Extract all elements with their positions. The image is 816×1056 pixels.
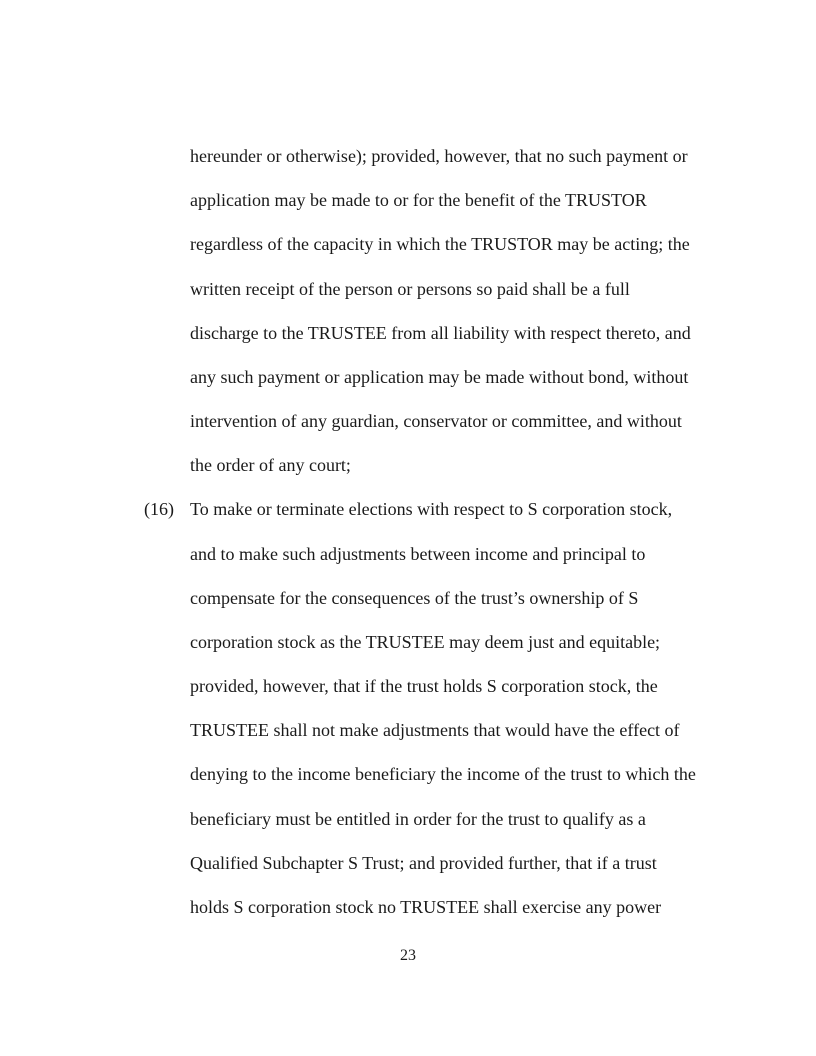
text-line: discharge to the TRUSTEE from all liability with respect thereto, and	[190, 323, 691, 343]
text-line: regardless of the capacity in which the TRUSTOR may be acting; the	[190, 234, 690, 254]
text-line: provided, however, that if the trust holds S corporation stock, the	[190, 676, 658, 696]
text-line: denying to the income beneficiary the income of the trust to which the	[190, 764, 696, 784]
page-number: 23	[400, 947, 416, 964]
text-line: TRUSTEE shall not make adjustments that would have the effect of	[190, 720, 680, 740]
text-line: beneficiary must be entitled in order for the trust to qualify as a	[190, 809, 646, 829]
text-line: written receipt of the person or persons so paid shall be a full	[190, 279, 630, 299]
text-line: holds S corporation stock no TRUSTEE shall exercise any power	[190, 897, 662, 917]
text-line: compensate for the consequences of the trust’s ownership of S	[190, 588, 639, 608]
text-line: application may be made to or for the benefit of the TRUSTOR	[190, 190, 647, 210]
text-line: hereunder or otherwise); provided, however, that no such payment or	[190, 146, 688, 166]
clause-number: (16)	[144, 499, 174, 519]
text-line: corporation stock as the TRUSTEE may deem just and equitable;	[190, 632, 661, 652]
text-line: the order of any court;	[190, 455, 351, 475]
text-line: and to make such adjustments between income and principal to	[190, 544, 646, 564]
text-line: To make or terminate elections with respect to S corporation stock,	[190, 499, 673, 519]
text-line: intervention of any guardian, conservator or committee, and without	[190, 411, 682, 431]
text-line: any such payment or application may be made without bond, without	[190, 367, 689, 387]
text-line: Qualified Subchapter S Trust; and provided further, that if a trust	[190, 853, 657, 873]
